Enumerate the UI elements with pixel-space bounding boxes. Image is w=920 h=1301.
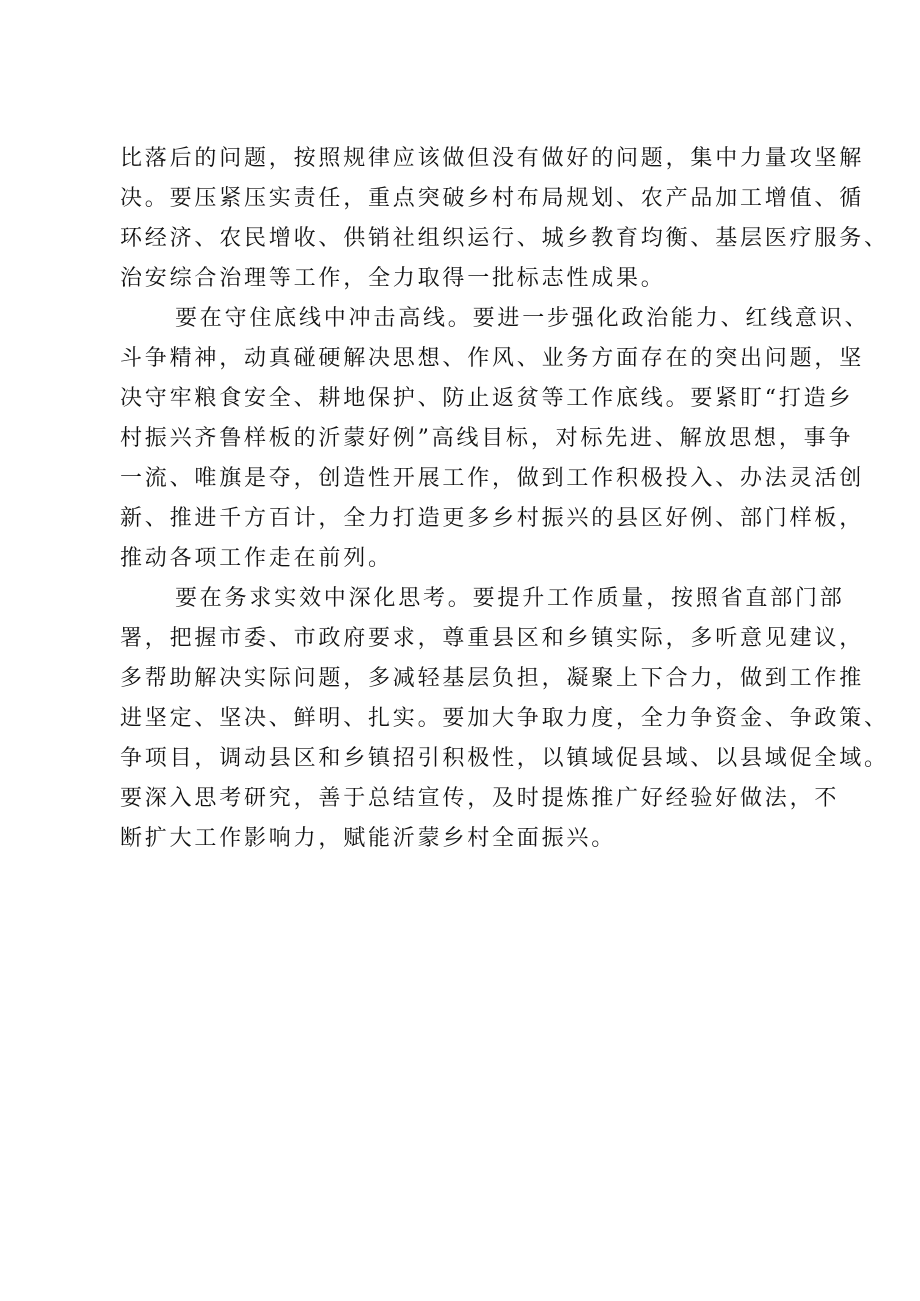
paragraph-3-line-4: 进坚定、坚决、鲜明、扎实。要加大争取力度，全力争资金、争政策、 (120, 706, 889, 731)
paragraph-1-line-1: 比落后的问题，按照规律应该做但没有做好的问题，集中力量攻坚解 (120, 146, 865, 171)
paragraph-2-line-1: 要在守住底线中冲击高线。要进一步强化政治能力、红线意识、 (175, 306, 870, 331)
paragraph-3-line-7: 断扩大工作影响力，赋能沂蒙乡村全面振兴。 (120, 826, 617, 851)
paragraph-1-line-4: 治安综合治理等工作，全力取得一批标志性成果。 (120, 266, 666, 291)
paragraph-1-line-2: 决。要压紧压实责任，重点突破乡村布局规划、农产品加工增值、循 (120, 186, 865, 211)
paragraph-3-line-3: 多帮助解决实际问题，多减轻基层负担，凝聚上下合力，做到工作推 (120, 666, 865, 691)
paragraph-3-line-1: 要在务求实效中深化思考。要提升工作质量，按照省直部门部 (175, 586, 845, 611)
paragraph-3-line-5: 争项目，调动县区和乡镇招引积极性，以镇域促县域、以县域促全域。 (120, 746, 889, 771)
paragraph-3-line-6: 要深入思考研究，善于总结宣传，及时提炼推广好经验好做法，不 (120, 786, 840, 811)
paragraph-2-line-3: 决守牢粮食安全、耕地保护、防止返贫等工作底线。要紧盯“打造乡 (120, 386, 854, 411)
paragraph-2-line-7: 推动各项工作走在前列。 (120, 546, 393, 571)
paragraph-2-line-6: 新、推进千方百计，全力打造更多乡村振兴的县区好例、部门样板， (120, 506, 865, 531)
paragraph-2-line-2: 斗争精神，动真碰硬解决思想、作风、业务方面存在的突出问题，坚 (120, 346, 865, 371)
paragraph-2-line-4: 村振兴齐鲁样板的沂蒙好例”高线目标，对标先进、解放思想，事争 (120, 426, 854, 451)
paragraph-3-line-2: 署，把握市委、市政府要求，尊重县区和乡镇实际，多听意见建议， (120, 626, 865, 651)
paragraph-1-line-3: 环经济、农民增收、供销社组织运行、城乡教育均衡、基层医疗服务、 (120, 226, 889, 251)
paragraph-2-line-5: 一流、唯旗是夺，创造性开展工作，做到工作积极投入、办法灵活创 (120, 466, 865, 491)
